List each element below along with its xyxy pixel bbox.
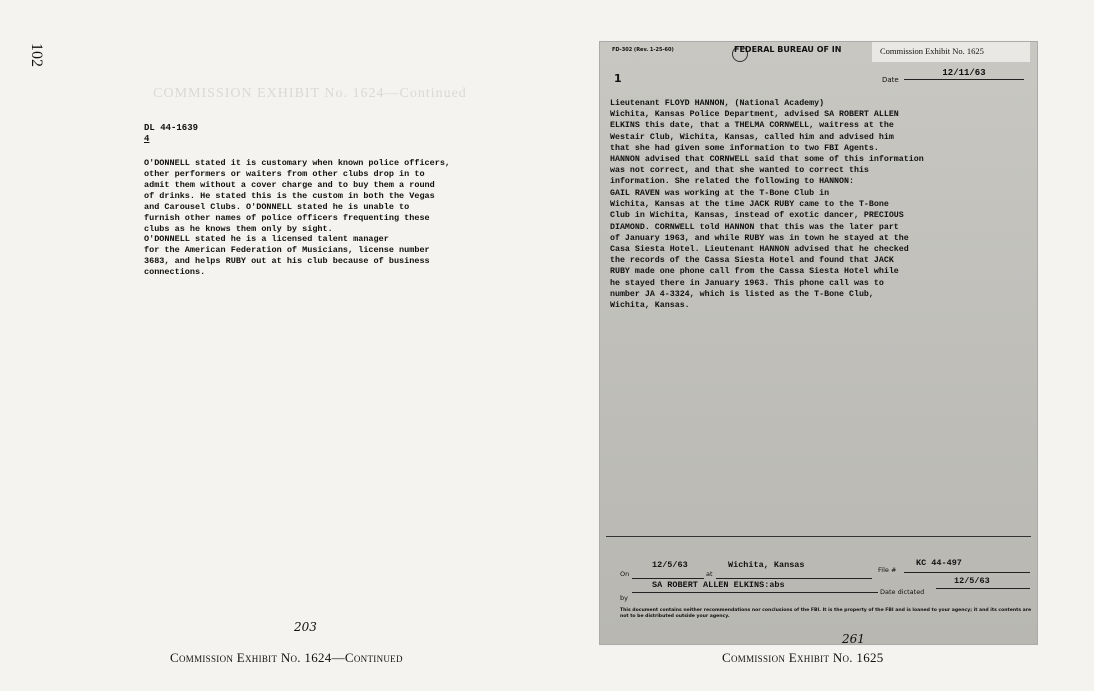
exhibit-tag [872,42,1030,62]
page-sub-number: 4 [144,134,150,144]
dictated-date: 12/5/63 [954,576,990,586]
fbi-paragraph-1: Lieutenant FLOYD HANNON, (National Academy) Wichita, Kansas Police Department, advised SA ROBERT ALLEN ELKINS this date, that a THELMA CORNWELL, waitress at the Westair Club, Wichita, Kansas, called him and advised him that she had given some information to two FBI Agents. HANNON advised that CORNWELL said that some of this information was not correct, and that she wanted to correct this information. She related the following to HANNON: [610,99,924,187]
on-underline [632,578,704,579]
page-number: 102 [28,43,45,67]
marker-number: 1 [614,72,622,85]
paragraph-2: O'DONNELL stated he is a licensed talent manager for the American Federation of Musicians, license number 3683, and helps RUBY out at his club because of business connections. [144,234,430,277]
paragraph-1: O'DONNELL stated it is customary when known police officers, other performers or waiters from other clubs drop in to admit them without a cover charge and to buy them a round of drinks. He stated this is the custom in both the Vegas and Carousel Clubs. O'DONNELL stated he is unable to furnish other names of police officers frequenting these clubs as he knows them only by sight. [144,158,451,234]
form-code: FD-302 (Rev. 1-25-60) [612,47,674,53]
dictated-label: Date dictated [880,588,925,596]
fbi-paragraph-2: GAIL RAVEN was working at the T-Bone Club in Wichita, Kansas at the time JACK RUBY came to the T-Bone Club in Wichita, Kansas, instead of exotic dancer, PRECIOUS DIAMOND. CORNWELL told HANNON that this was the later part of January 1963, and while RUBY was in town he stayed at the Casa Siesta Hotel. Lieutenant HANNON advised that he checked the records of the Cassa Siesta Hotel and found that JACK RUBY made one phone call from the Cassa Siesta Hotel while he stayed there in January 1963. This phone call was to number JA 4-3324, which is listed as the T-Bone Club, Wichita, Kansas. [610,189,909,311]
bleed-through-title: COMMISSION EXHIBIT No. 1624—Continued [153,86,467,101]
date-label: Date [882,76,899,84]
file-underline [904,572,1030,573]
fbi-document [600,42,1037,644]
file-number-value: KC 44-497 [916,558,962,568]
on-date: 12/5/63 [652,560,688,570]
caption-left: Commission Exhibit No. 1624—Continued [170,650,403,665]
on-label: On [620,570,630,578]
by-label: by [620,594,628,602]
caption-right: Commission Exhibit No. 1625 [722,650,884,665]
dictated-underline [936,588,1030,589]
bureau-header: FEDERAL BUREAU OF IN [734,45,842,54]
at-place: Wichita, Kansas [728,560,805,570]
by-underline [632,592,878,593]
handwritten-page-number: 203 [294,620,317,634]
handwritten-page-number-right: 261 [842,632,865,646]
at-label: at [706,570,713,578]
exhibit-tag-label: Commission Exhibit No. 1625 [880,46,984,56]
disclaimer: This document contains neither recommendations nor conclusions of the FBI. It is the property of the FBI and is loaned to your agency; it and its contents are not to be distributed outside your agency. [620,608,1032,619]
file-number: DL 44-1639 [144,123,199,133]
date-value: 12/11/63 [904,68,1024,80]
by-agent: SA ROBERT ALLEN ELKINS:abs [652,580,785,590]
at-underline [716,578,872,579]
file-label: File # [878,566,897,574]
divider [606,536,1031,537]
left-page [110,60,510,634]
